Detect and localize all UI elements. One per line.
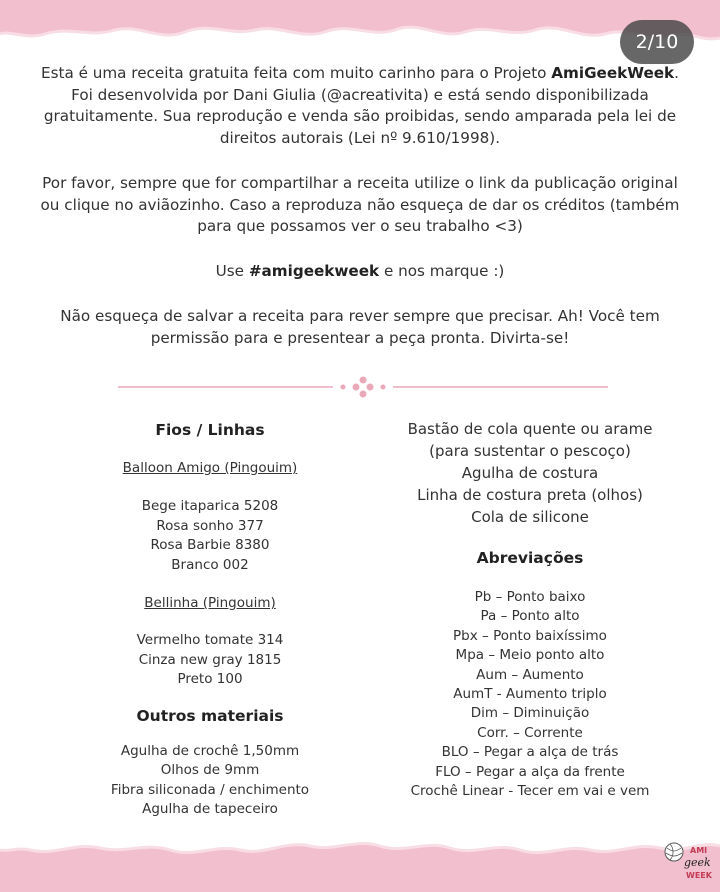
material-item: Linha de costura preta (olhos) (417, 486, 643, 504)
material-item: Cola de silicone (471, 508, 589, 526)
brand-bellinha: Bellinha (Pingouim) (144, 595, 276, 611)
outros-materiais-heading: Outros materiais (136, 706, 284, 725)
yarn-item: Bege itaparica 5208 (141, 498, 279, 514)
material-item: Agulha de crochê 1,50mm (120, 742, 300, 759)
hashtag: #amigeekweek (248, 262, 380, 280)
abbreviation-item: Pbx – Ponto baixíssimo (453, 627, 607, 644)
logo-geek: geek (684, 856, 711, 869)
material-item: (para sustentar o pescoço) (429, 442, 631, 460)
intro-paragraph-2: Por favor, sempre que for compartilhar a receita utilize o link da publicação original ou clique no aviãozinho. Caso a reproduza não esqueça de dar os créditos (também para que possamos ver o seu trabalho <3) (40, 174, 680, 235)
material-item: Bastão de cola quente ou arame (407, 420, 653, 438)
amigeekweek-logo (660, 838, 714, 884)
slide-counter: 2/10 (620, 20, 694, 64)
logo-ami: AMI (690, 846, 708, 855)
yarn-item: Preto 100 (177, 671, 243, 687)
yarn-item: Vermelho tomate 314 (136, 632, 284, 648)
yarn-item: Rosa sonho 377 (156, 517, 264, 534)
hashtag-prefix: Use (215, 262, 249, 280)
yarn-item: Branco 002 (171, 556, 249, 573)
abbreviation-item: Dim – Diminuição (470, 705, 590, 722)
material-item: Olhos de 9mm (160, 762, 260, 778)
logo-week: WEEK (686, 871, 712, 880)
abbreviation-item: FLO – Pegar a alça da frente (435, 763, 625, 780)
fios-heading: Fios / Linhas (155, 421, 265, 439)
abbreviation-item: Aum – Aumento (476, 666, 584, 683)
material-item: Agulha de tapeceiro (142, 801, 278, 817)
abbreviation-item: Corr. – Corrente (477, 724, 583, 741)
intro-p1-text-2: . Foi desenvolvida por Dani Giulia (@acreativita) e está sendo disponibilizada gratuitamente. Sua reprodução e venda são proibidas, sendo amparada pela lei de direitos autorais (Lei nº 9.610/1998). (43, 64, 679, 147)
abbreviation-item: AumT - Aumento triplo (453, 686, 607, 703)
project-name: AmiGeekWeek (551, 64, 675, 82)
material-item: Agulha de costura (461, 464, 599, 482)
abbreviation-item: Mpa – Meio ponto alto (455, 647, 605, 664)
abreviacoes-heading: Abreviações (476, 549, 584, 567)
yarn-item: Rosa Barbie 8380 (150, 537, 270, 553)
materials-column-left (60, 418, 360, 820)
intro-p1-text: Esta é uma receita gratuita feita com muito carinho para o Projeto (40, 64, 552, 82)
hashtag-line (40, 261, 680, 283)
yarn-ball-icon (665, 843, 683, 861)
hashtag-suffix: e nos marque :) (379, 262, 505, 280)
torn-paper-bottom-edge (0, 820, 720, 892)
abbreviation-item: Pb – Ponto baixo (474, 589, 586, 605)
torn-paper-top-edge (0, 0, 720, 60)
intro-paragraph-1 (40, 63, 680, 149)
yarn-item: Cinza new gray 1815 (138, 651, 282, 668)
brand-balloon-amigo: Balloon Amigo (Pingouim) (122, 460, 298, 476)
flower-ornament-icon (353, 377, 374, 398)
abbreviation-item: BLO – Pegar a alça de trás (441, 744, 619, 761)
abbreviation-item: Crochê Linear - Tecer em vai e vem (410, 783, 650, 800)
ornamental-divider (118, 375, 608, 399)
materials-column-right (350, 418, 710, 801)
intro-paragraph-4: Não esqueça de salvar a receita para rever sempre que precisar. Ah! Você tem permissão para e presentear a peça pronta. Divirta-se! (60, 307, 660, 347)
material-item: Fibra siliconada / enchimento (110, 781, 310, 798)
abbreviation-item: Pa – Ponto alto (480, 608, 580, 625)
